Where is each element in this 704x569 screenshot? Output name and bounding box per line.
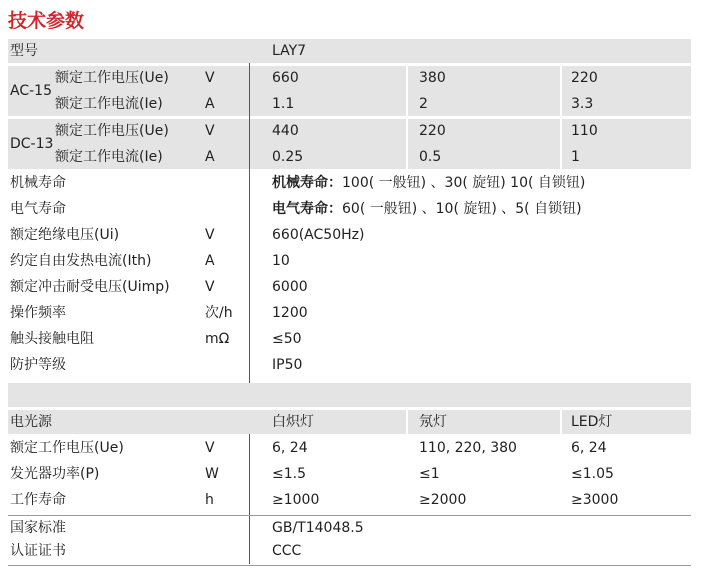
- param-name: 防护等级: [10, 357, 66, 373]
- light-row-v3: ≤1.05: [571, 466, 614, 482]
- light-row-v2: ≤1: [419, 466, 440, 482]
- param-value: 10: [272, 253, 290, 269]
- ac15-voltage-v2: 380: [419, 70, 446, 86]
- electrical-life-label: 电气寿命：: [272, 201, 342, 217]
- model-value: LAY7: [272, 43, 307, 59]
- light-row-name: 额定工作电压(Ue): [10, 440, 124, 456]
- mechanical-life-name: 机械寿命: [10, 175, 66, 191]
- dc13-current-unit: A: [205, 149, 215, 165]
- dc13-group-label: DC-13: [10, 136, 54, 152]
- electrical-life-value: [272, 200, 582, 218]
- dc13-voltage-v2: 220: [419, 123, 446, 139]
- param-value: ≤50: [272, 331, 302, 347]
- light-row-name: 工作寿命: [10, 492, 66, 508]
- rule: [8, 515, 691, 516]
- dc13-current-v2: 0.5: [419, 149, 442, 165]
- light-row-v1: ≥1000: [272, 492, 320, 508]
- ac15-voltage-v1: 660: [272, 70, 299, 86]
- electrical-life-text: 60( 一般钮) 、10( 旋钮) 、5( 自锁钮): [342, 201, 582, 217]
- ac15-voltage-name: 额定工作电压(Ue): [55, 70, 169, 86]
- param-value: 6000: [272, 279, 308, 295]
- ac15-current-v1: 1.1: [272, 96, 295, 112]
- mechanical-life-label: 机械寿命：: [272, 175, 342, 191]
- light-row-v1: 6, 24: [272, 440, 308, 456]
- ac15-voltage-v3: 220: [571, 70, 598, 86]
- model-row-bg: [8, 39, 691, 63]
- param-unit: mΩ: [205, 331, 230, 347]
- ac15-voltage-unit: V: [205, 70, 215, 86]
- light-header-c1: 白炽灯: [272, 414, 314, 430]
- param-unit: A: [205, 253, 215, 269]
- light-row-v2: ≥2000: [419, 492, 467, 508]
- param-value: 660(AC50Hz): [272, 227, 365, 243]
- dc13-current-v3: 1: [571, 149, 580, 165]
- light-row-v3: ≥3000: [571, 492, 619, 508]
- param-name: 额定绝缘电压(Ui): [10, 227, 120, 243]
- param-unit: V: [205, 279, 215, 295]
- dc13-voltage-unit: V: [205, 123, 215, 139]
- ac15-current-unit: A: [205, 96, 215, 112]
- ac15-current-v2: 2: [419, 96, 428, 112]
- light-row-name: 发光器功率(P): [10, 466, 100, 482]
- certificate-value: CCC: [272, 543, 302, 559]
- light-header-c3: LED灯: [571, 414, 613, 430]
- electrical-life-name: 电气寿命: [10, 201, 66, 217]
- param-unit: 次/h: [205, 305, 233, 321]
- red-divider: [249, 434, 250, 515]
- light-row-v1: ≤1.5: [272, 466, 306, 482]
- dc13-current-name: 额定工作电流(Ie): [55, 149, 163, 165]
- col-sep: [560, 66, 562, 116]
- light-row-v2: 110, 220, 380: [419, 440, 517, 456]
- certificate-name: 认证证书: [10, 543, 66, 559]
- dc13-voltage-v3: 110: [571, 123, 598, 139]
- param-value: IP50: [272, 357, 303, 373]
- standard-name: 国家标准: [10, 520, 66, 536]
- blank-band: [8, 383, 691, 407]
- mechanical-life-text: 100( 一般钮) 、30( 旋钮) 10( 自锁钮): [342, 175, 586, 191]
- dc13-voltage-name: 额定工作电压(Ue): [55, 123, 169, 139]
- light-row-unit: W: [205, 466, 219, 482]
- light-row-v3: 6, 24: [571, 440, 607, 456]
- light-row-unit: V: [205, 440, 215, 456]
- param-name: 操作频率: [10, 305, 66, 321]
- dc13-current-v1: 0.25: [272, 149, 304, 165]
- ac15-current-name: 额定工作电流(Ie): [55, 96, 163, 112]
- ac15-group-label: AC-15: [10, 83, 52, 99]
- col-sep: [406, 66, 408, 116]
- col-sep: [560, 410, 562, 434]
- rule: [8, 565, 691, 566]
- param-name: 约定自由发热电流(Ith): [10, 253, 152, 269]
- col-sep: [560, 119, 562, 169]
- section-title: 技术参数: [8, 10, 85, 32]
- light-row-unit: h: [205, 492, 214, 508]
- param-name: 额定冲击耐受电压(Uimp): [10, 279, 170, 295]
- dc13-voltage-v1: 440: [272, 123, 299, 139]
- param-value: 1200: [272, 305, 308, 321]
- red-divider: [249, 63, 250, 383]
- standard-value: GB/T14048.5: [272, 520, 364, 536]
- light-header-c2: 氖灯: [419, 414, 447, 430]
- param-unit: V: [205, 227, 215, 243]
- col-sep: [406, 410, 408, 434]
- mechanical-life-value: [272, 174, 585, 192]
- red-divider: [249, 516, 250, 564]
- param-name: 触头接触电阻: [10, 331, 94, 347]
- light-header-name: 电光源: [10, 414, 52, 430]
- model-label: 型号: [10, 43, 38, 59]
- ac15-current-v3: 3.3: [571, 96, 594, 112]
- col-sep: [406, 119, 408, 169]
